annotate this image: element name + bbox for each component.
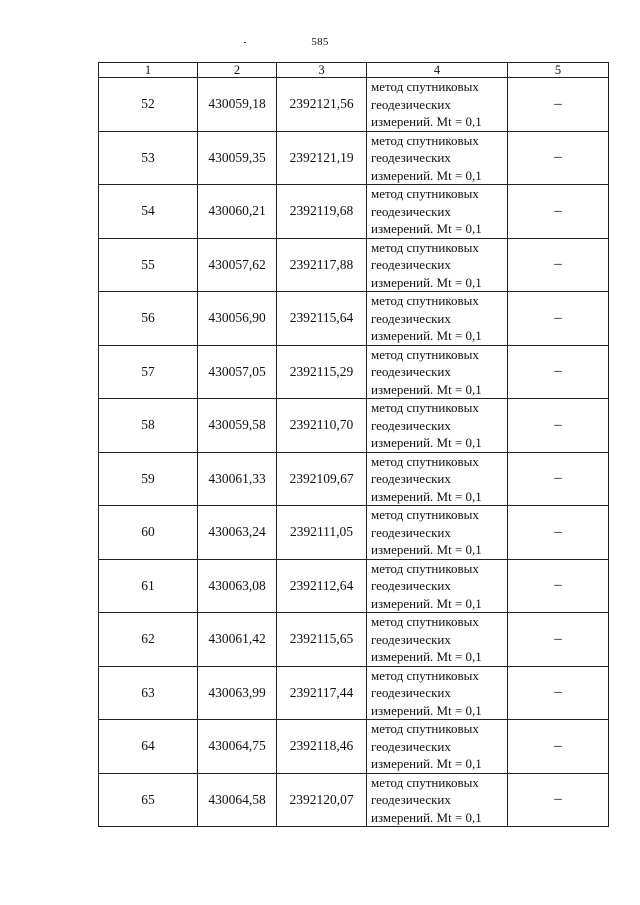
point-number-cell: 60 xyxy=(99,506,198,560)
method-cell: метод спутниковых геодезических измерений. Mt = 0,1 xyxy=(367,345,508,399)
method-cell: метод спутниковых геодезических измерений. Mt = 0,1 xyxy=(367,720,508,774)
y-coordinate-cell: 2392112,64 xyxy=(277,559,367,613)
column-header-2: 2 xyxy=(198,63,277,78)
point-number-cell: 59 xyxy=(99,452,198,506)
note-cell: – xyxy=(508,78,609,132)
point-number-cell: 58 xyxy=(99,399,198,453)
note-cell: – xyxy=(508,345,609,399)
column-header-3: 3 xyxy=(277,63,367,78)
x-coordinate-cell: 430063,08 xyxy=(198,559,277,613)
note-cell: – xyxy=(508,292,609,346)
y-coordinate-cell: 2392117,88 xyxy=(277,238,367,292)
table-row xyxy=(99,559,609,613)
method-cell: метод спутниковых геодезических измерений. Mt = 0,1 xyxy=(367,452,508,506)
point-number-cell: 64 xyxy=(99,720,198,774)
y-coordinate-cell: 2392109,67 xyxy=(277,452,367,506)
table-row xyxy=(99,452,609,506)
note-cell: – xyxy=(508,506,609,560)
x-coordinate-cell: 430059,18 xyxy=(198,78,277,132)
point-number-cell: 53 xyxy=(99,131,198,185)
method-cell: метод спутниковых геодезических измерений. Mt = 0,1 xyxy=(367,78,508,132)
x-coordinate-cell: 430063,24 xyxy=(198,506,277,560)
y-coordinate-cell: 2392119,68 xyxy=(277,185,367,239)
note-cell: – xyxy=(508,131,609,185)
x-coordinate-cell: 430059,35 xyxy=(198,131,277,185)
y-coordinate-cell: 2392115,64 xyxy=(277,292,367,346)
y-coordinate-cell: 2392111,05 xyxy=(277,506,367,560)
coordinates-table xyxy=(98,62,609,827)
x-coordinate-cell: 430061,42 xyxy=(198,613,277,667)
point-number-cell: 62 xyxy=(99,613,198,667)
table-row xyxy=(99,666,609,720)
point-number-cell: 54 xyxy=(99,185,198,239)
method-cell: метод спутниковых геодезических измерений. Mt = 0,1 xyxy=(367,185,508,239)
page-number: 585 xyxy=(311,36,329,48)
method-cell: метод спутниковых геодезических измерений. Mt = 0,1 xyxy=(367,399,508,453)
note-cell: – xyxy=(508,399,609,453)
table-row xyxy=(99,238,609,292)
note-cell: – xyxy=(508,185,609,239)
method-cell: метод спутниковых геодезических измерений. Mt = 0,1 xyxy=(367,238,508,292)
column-header-1: 1 xyxy=(99,63,198,78)
note-cell: – xyxy=(508,238,609,292)
x-coordinate-cell: 430063,99 xyxy=(198,666,277,720)
table-row xyxy=(99,345,609,399)
table-row xyxy=(99,720,609,774)
y-coordinate-cell: 2392110,70 xyxy=(277,399,367,453)
point-number-cell: 56 xyxy=(99,292,198,346)
point-number-cell: 63 xyxy=(99,666,198,720)
x-coordinate-cell: 430056,90 xyxy=(198,292,277,346)
point-number-cell: 55 xyxy=(99,238,198,292)
note-cell: – xyxy=(508,559,609,613)
y-coordinate-cell: 2392121,56 xyxy=(277,78,367,132)
note-cell: – xyxy=(508,452,609,506)
y-coordinate-cell: 2392118,46 xyxy=(277,720,367,774)
x-coordinate-cell: 430064,75 xyxy=(198,720,277,774)
x-coordinate-cell: 430061,33 xyxy=(198,452,277,506)
table-row xyxy=(99,773,609,827)
column-header-5: 5 xyxy=(508,63,609,78)
header-row xyxy=(99,63,609,78)
x-coordinate-cell: 430057,05 xyxy=(198,345,277,399)
x-coordinate-cell: 430059,58 xyxy=(198,399,277,453)
method-cell: метод спутниковых геодезических измерений. Mt = 0,1 xyxy=(367,613,508,667)
point-number-cell: 61 xyxy=(99,559,198,613)
y-coordinate-cell: 2392115,29 xyxy=(277,345,367,399)
point-number-cell: 65 xyxy=(99,773,198,827)
method-cell: метод спутниковых геодезических измерений. Mt = 0,1 xyxy=(367,559,508,613)
x-coordinate-cell: 430064,58 xyxy=(198,773,277,827)
column-header-4: 4 xyxy=(367,63,508,78)
table-row xyxy=(99,292,609,346)
table-row xyxy=(99,131,609,185)
method-cell: метод спутниковых геодезических измерений. Mt = 0,1 xyxy=(367,292,508,346)
note-cell: – xyxy=(508,666,609,720)
x-coordinate-cell: 430060,21 xyxy=(198,185,277,239)
table-row xyxy=(99,185,609,239)
y-coordinate-cell: 2392117,44 xyxy=(277,666,367,720)
method-cell: метод спутниковых геодезических измерений. Mt = 0,1 xyxy=(367,131,508,185)
y-coordinate-cell: 2392120,07 xyxy=(277,773,367,827)
note-cell: – xyxy=(508,720,609,774)
point-number-cell: 52 xyxy=(99,78,198,132)
y-coordinate-cell: 2392115,65 xyxy=(277,613,367,667)
table-body xyxy=(99,78,609,827)
table-row xyxy=(99,613,609,667)
note-cell: – xyxy=(508,613,609,667)
method-cell: метод спутниковых геодезических измерений. Mt = 0,1 xyxy=(367,666,508,720)
table-row xyxy=(99,399,609,453)
table-row xyxy=(99,506,609,560)
y-coordinate-cell: 2392121,19 xyxy=(277,131,367,185)
note-cell: – xyxy=(508,773,609,827)
method-cell: метод спутниковых геодезических измерений. Mt = 0,1 xyxy=(367,506,508,560)
point-number-cell: 57 xyxy=(99,345,198,399)
x-coordinate-cell: 430057,62 xyxy=(198,238,277,292)
method-cell: метод спутниковых геодезических измерений. Mt = 0,1 xyxy=(367,773,508,827)
table-row xyxy=(99,78,609,132)
